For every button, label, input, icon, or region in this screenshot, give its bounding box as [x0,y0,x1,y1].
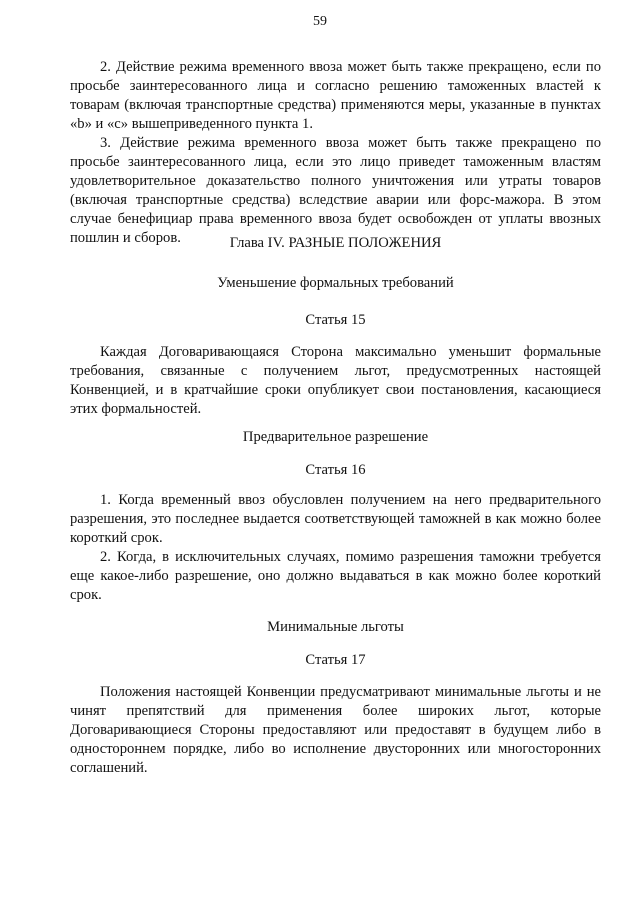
section-heading: Уменьшение формальных требований [217,275,454,291]
paragraph: Каждая Договаривающаяся Сторона максимально уменьшит формальные требования, связанные с получением льгот, предусмотренных настоящей Конвенцией, и в кратчайшие сроки опубликует свои постановления, касающиеся этих формальностей. [70,344,601,417]
article-body [70,343,601,419]
article-title: Статья 16 [305,462,366,478]
article-title: Статья 15 [305,312,366,328]
section-heading: Предварительное разрешение [242,429,429,445]
article-title: Статья 17 [305,652,366,668]
paragraph: Положения настоящей Конвенции предусматривают минимальные льготы и не чинят препятствий для применения более широких льгот, которые Договаривающиеся Стороны предоставляют или предоставят в будущем либо в одностороннем порядке, либо во исполнение двусторонних или многосторонних соглашений. [70,684,601,776]
article-body [70,683,601,778]
section-heading: Минимальные льготы [267,619,404,635]
paragraph: 2. Действие режима временного ввоза может быть также прекращено, если по просьбе заинтересованного лица и согласно решению таможенных властей к товарам (включая транспортные средства) применяются меры, указанные в пунктах «b» и «c» вышеприведенного пункта 1. [70,59,601,132]
article-body [70,491,601,605]
paragraph: 1. Когда временный ввоз обусловлен получением на него предварительного разрешения, это последнее выдается соответствующей таможней в как можно более короткий срок. [70,492,601,546]
paragraph: 3. Действие режима временного ввоза может быть также прекращено по просьбе заинтересованного лица, если это лицо приведет таможенным властям удовлетворительное доказательство полного уничтожения или утраты товаров (включая транспортные средства) вследствие аварии или форс-мажора. В этом случае бенефициар права временного ввоза будет освобожден от уплаты ввозных пошлин и сборов. [70,135,601,246]
page-number: 59 [313,14,327,29]
chapter-title: Глава IV. РАЗНЫЕ ПОЛОЖЕНИЯ [229,235,442,251]
article-14-continuation [70,58,601,248]
paragraph: 2. Когда, в исключительных случаях, помимо разрешения таможни требуется еще какое-либо разрешение, оно должно выдаваться в как можно более короткий срок. [70,549,601,603]
